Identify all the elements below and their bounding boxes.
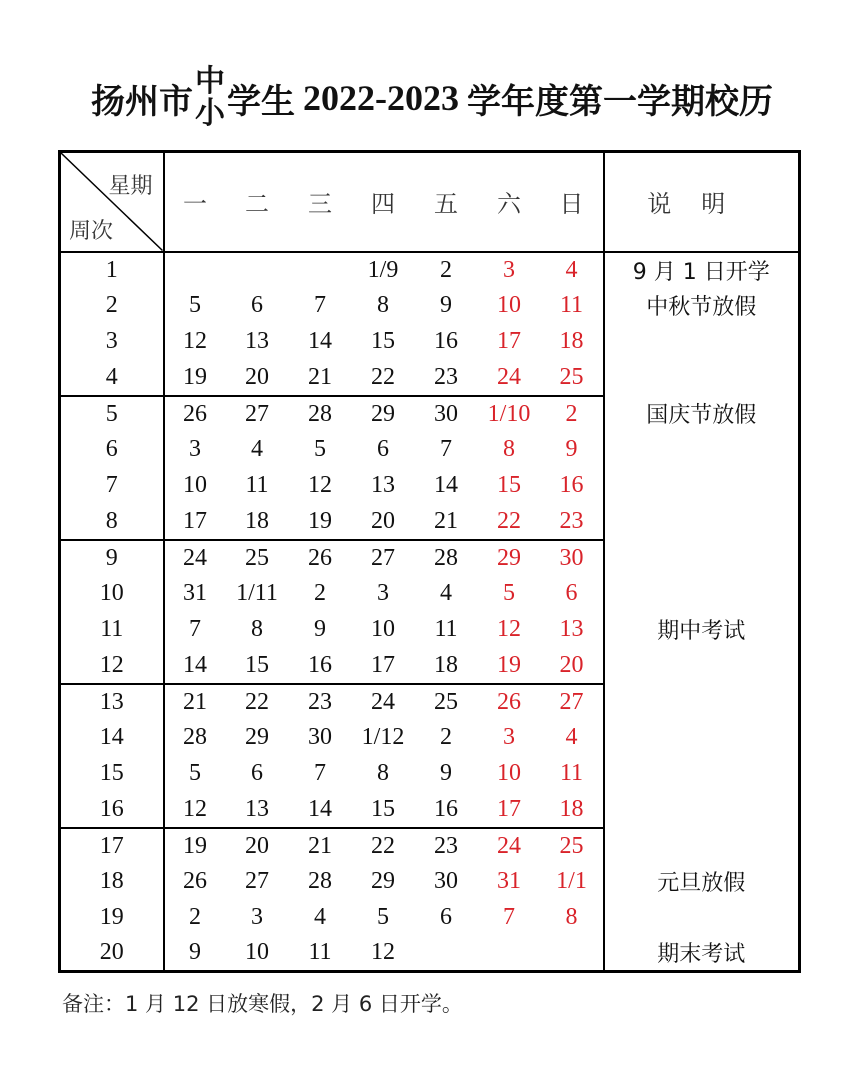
week-number: 17	[60, 828, 164, 864]
week-note: 9 月 1 日开学	[604, 252, 800, 288]
week-row	[60, 684, 800, 720]
week-note	[604, 324, 800, 360]
date-cell: 7	[314, 292, 326, 318]
date-cell: 4	[251, 436, 263, 462]
date-cell: 4	[565, 724, 578, 750]
date-cell: 12	[497, 616, 521, 642]
date-cell: 6	[440, 904, 452, 930]
date-cell: 27	[371, 544, 395, 571]
date-cell: 10	[371, 616, 395, 642]
week-number: 20	[60, 936, 164, 972]
date-cell: 10	[183, 472, 207, 498]
date-cell: 30	[434, 400, 458, 427]
date-cell: 6	[377, 436, 389, 462]
title-middle: 学生	[227, 81, 295, 122]
week-note	[604, 756, 800, 792]
date-cell: 8	[503, 436, 515, 462]
date-cell: 12	[183, 328, 207, 354]
week-note	[604, 648, 800, 684]
date-cell: 29	[371, 400, 395, 427]
date-cell: 28	[308, 868, 332, 894]
date-cell: 14	[308, 328, 332, 354]
date-cell: 9	[314, 616, 326, 642]
date-cell: 4	[565, 256, 578, 283]
week-row	[60, 288, 800, 324]
date-cell: 10	[245, 939, 269, 966]
date-cell: 26	[183, 868, 207, 894]
date-cell: 17	[164, 504, 226, 540]
date-cell: 29	[245, 724, 269, 750]
title-suffix: 学年度第一学期校历	[467, 81, 773, 122]
week-note: 期中考试	[604, 612, 800, 648]
week-note: 期末考试	[604, 936, 800, 972]
date-cell: 13	[371, 472, 395, 498]
date-cell: 7	[503, 904, 515, 930]
date-cell: 14	[434, 472, 458, 498]
week-row	[60, 360, 800, 396]
date-cell: 23	[434, 832, 458, 859]
date-cell: 16	[559, 472, 584, 498]
day-header-thu: 四	[352, 152, 415, 252]
date-cell: 10	[497, 292, 521, 318]
day-header-tue: 二	[226, 152, 289, 252]
date-cell: 21	[308, 832, 332, 859]
week-note	[604, 792, 800, 828]
week-number: 5	[60, 396, 164, 432]
week-number: 8	[60, 504, 164, 540]
week-row	[60, 396, 800, 432]
date-cell: 21	[289, 360, 352, 396]
date-cell: 15	[352, 792, 415, 828]
date-cell: 12	[164, 792, 226, 828]
date-cell: 19	[289, 504, 352, 540]
week-row	[60, 324, 800, 360]
date-cell: 23	[541, 504, 604, 540]
date-cell: 5	[189, 760, 201, 786]
date-cell: 3	[503, 256, 515, 283]
date-cell: 16	[434, 328, 458, 354]
week-note: 国庆节放假	[604, 396, 800, 432]
date-cell: 17	[478, 792, 541, 828]
date-cell: 5	[503, 580, 515, 606]
date-cell: 22	[245, 688, 269, 715]
date-cell: 18	[226, 504, 289, 540]
date-cell: 13	[245, 328, 269, 354]
week-number: 16	[60, 792, 164, 828]
week-row	[60, 504, 800, 540]
week-row	[60, 432, 800, 468]
date-cell: 2	[565, 400, 578, 427]
title-stacked-chars	[195, 66, 225, 130]
date-cell: 1/11	[236, 580, 278, 606]
week-number: 1	[60, 252, 164, 288]
week-row	[60, 720, 800, 756]
week-note	[604, 468, 800, 504]
calendar-body	[60, 252, 800, 972]
week-number: 10	[60, 576, 164, 612]
week-row	[60, 648, 800, 684]
date-cell: 15	[371, 328, 395, 354]
date-cell: 9	[440, 292, 452, 318]
week-row	[60, 540, 800, 576]
date-cell: 23	[415, 360, 478, 396]
week-number: 13	[60, 684, 164, 720]
date-cell: 27	[559, 688, 584, 715]
week-row	[60, 252, 800, 288]
date-cell: 25	[559, 832, 584, 859]
date-cell: 9	[189, 939, 201, 966]
date-cell: 26	[183, 400, 207, 427]
week-note: 中秋节放假	[604, 288, 800, 324]
week-row	[60, 792, 800, 828]
week-row	[60, 612, 800, 648]
date-cell: 2	[314, 580, 326, 606]
date-cell: 20	[541, 648, 604, 684]
date-cell	[164, 252, 226, 288]
day-header-mon: 一	[164, 152, 226, 252]
date-cell: 3	[503, 724, 515, 750]
date-cell: 1/9	[367, 256, 399, 283]
date-cell	[541, 936, 604, 972]
date-cell: 17	[352, 648, 415, 684]
date-cell: 28	[308, 400, 332, 427]
date-cell: 7	[189, 616, 201, 642]
date-cell: 4	[440, 580, 452, 606]
title-year: 2022-2023	[303, 78, 459, 118]
date-cell: 29	[497, 544, 521, 571]
date-cell: 19	[183, 832, 207, 859]
week-row	[60, 468, 800, 504]
week-number: 9	[60, 540, 164, 576]
date-cell: 15	[497, 472, 521, 498]
week-row	[60, 576, 800, 612]
day-header-sun: 日	[541, 152, 604, 252]
date-cell: 11	[245, 472, 269, 498]
week-number: 6	[60, 432, 164, 468]
week-number: 19	[60, 900, 164, 936]
date-cell: 30	[434, 868, 458, 894]
date-cell: 28	[434, 544, 458, 571]
date-cell: 22	[371, 832, 395, 859]
week-note	[604, 540, 800, 576]
date-cell: 8	[377, 760, 389, 786]
date-cell: 7	[440, 436, 452, 462]
date-cell: 20	[226, 360, 289, 396]
description-header: 说明	[604, 152, 800, 252]
week-note	[604, 504, 800, 540]
title-stack-bottom: 小	[195, 96, 225, 131]
date-cell: 27	[245, 868, 269, 894]
week-row	[60, 936, 800, 972]
date-cell: 1/12	[361, 724, 405, 750]
week-number: 14	[60, 720, 164, 756]
week-number: 4	[60, 360, 164, 396]
date-cell: 31	[497, 868, 521, 894]
date-cell: 2	[189, 904, 201, 930]
day-header-sat: 六	[478, 152, 541, 252]
date-cell: 26	[308, 544, 332, 571]
date-cell: 12	[308, 472, 332, 498]
date-cell: 25	[245, 544, 269, 571]
page-title	[0, 58, 864, 138]
date-cell: 11	[308, 939, 332, 966]
date-cell	[478, 936, 541, 972]
date-cell: 25	[434, 688, 458, 715]
week-row	[60, 900, 800, 936]
date-cell: 25	[541, 360, 604, 396]
day-header-wed: 三	[289, 152, 352, 252]
date-cell: 14	[164, 648, 226, 684]
week-note	[604, 432, 800, 468]
date-cell	[415, 936, 478, 972]
date-cell: 5	[377, 904, 389, 930]
date-cell: 2	[440, 724, 452, 750]
week-number: 7	[60, 468, 164, 504]
date-cell: 17	[497, 328, 521, 354]
date-cell: 11	[434, 616, 458, 642]
date-cell: 14	[289, 792, 352, 828]
corner-cell	[60, 152, 164, 252]
week-note	[604, 720, 800, 756]
date-cell: 26	[497, 688, 521, 715]
date-cell: 2	[440, 256, 452, 283]
date-cell: 10	[497, 760, 521, 786]
date-cell: 13	[559, 616, 584, 642]
date-cell: 3	[189, 436, 201, 462]
title-prefix: 扬州市	[91, 81, 193, 122]
date-cell: 8	[565, 904, 578, 930]
date-cell: 21	[183, 688, 207, 715]
date-cell: 15	[226, 648, 289, 684]
title-stack-top: 中	[195, 64, 225, 99]
week-note: 元旦放假	[604, 864, 800, 900]
date-cell: 5	[189, 292, 201, 318]
day-header-fri: 五	[415, 152, 478, 252]
date-cell: 20	[352, 504, 415, 540]
week-note	[604, 828, 800, 864]
date-cell	[289, 252, 352, 288]
date-cell: 1/10	[487, 400, 531, 427]
date-cell: 7	[314, 760, 326, 786]
header-row	[60, 152, 800, 252]
week-note	[604, 360, 800, 396]
week-note	[604, 684, 800, 720]
date-cell: 22	[478, 504, 541, 540]
week-number: 2	[60, 288, 164, 324]
date-cell: 24	[371, 688, 395, 715]
date-cell: 6	[251, 292, 263, 318]
date-cell: 30	[308, 724, 332, 750]
date-cell: 6	[565, 580, 578, 606]
date-cell: 4	[314, 904, 326, 930]
date-cell: 20	[245, 832, 269, 859]
date-cell	[226, 252, 289, 288]
date-cell: 28	[183, 724, 207, 750]
date-cell: 3	[377, 580, 389, 606]
date-cell: 22	[352, 360, 415, 396]
date-cell: 21	[415, 504, 478, 540]
date-cell: 11	[559, 292, 584, 318]
week-row	[60, 756, 800, 792]
date-cell: 24	[183, 544, 207, 571]
date-cell: 6	[251, 760, 263, 786]
date-cell: 1/1	[556, 868, 587, 894]
week-note	[604, 576, 800, 612]
date-cell: 5	[314, 436, 326, 462]
week-row	[60, 828, 800, 864]
corner-weekday-label: 星期	[108, 174, 153, 199]
week-number: 15	[60, 756, 164, 792]
date-cell: 23	[308, 688, 332, 715]
week-number: 3	[60, 324, 164, 360]
date-cell: 19	[164, 360, 226, 396]
date-cell: 29	[371, 868, 395, 894]
week-number: 18	[60, 864, 164, 900]
date-cell: 24	[497, 832, 521, 859]
week-number: 12	[60, 648, 164, 684]
date-cell: 24	[478, 360, 541, 396]
date-cell: 16	[289, 648, 352, 684]
date-cell: 9	[440, 760, 452, 786]
week-row	[60, 864, 800, 900]
date-cell: 8	[251, 616, 263, 642]
date-cell: 9	[565, 436, 578, 462]
date-cell: 16	[415, 792, 478, 828]
date-cell: 31	[183, 580, 207, 606]
date-cell: 8	[377, 292, 389, 318]
date-cell: 27	[245, 400, 269, 427]
week-number: 11	[60, 612, 164, 648]
date-cell: 18	[559, 328, 584, 354]
date-cell: 13	[226, 792, 289, 828]
date-cell: 11	[559, 760, 584, 786]
date-cell: 18	[541, 792, 604, 828]
footer-note: 备注：1 月 12 日放寒假，2 月 6 日开学。	[62, 992, 463, 1016]
date-cell: 19	[478, 648, 541, 684]
date-cell: 18	[415, 648, 478, 684]
school-calendar-table	[58, 150, 801, 973]
date-cell: 3	[251, 904, 263, 930]
week-note	[604, 900, 800, 936]
date-cell: 12	[371, 939, 395, 966]
date-cell: 30	[559, 544, 584, 571]
corner-week-label: 周次	[69, 218, 114, 244]
